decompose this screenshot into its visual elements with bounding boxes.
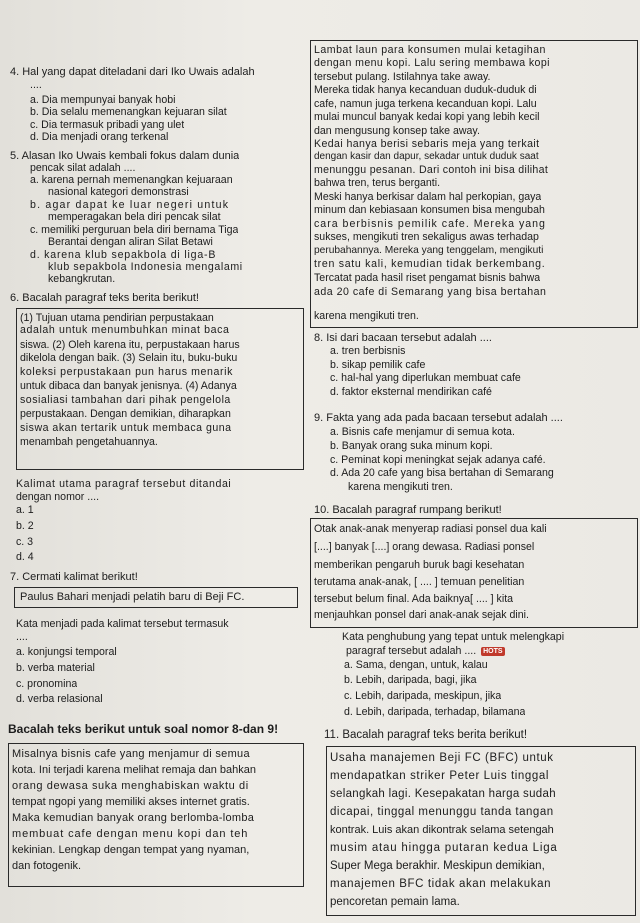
passage-cont-line-13: minum dan kebiasaan konsumen bisa mengubah [314,204,545,216]
q10-after-text: paragraf tersebut adalah .... [346,645,477,657]
section-heading-8-9: Bacalah teks berikut untuk soal nomor 8-dan 9! [8,722,279,736]
q5-line-2: pencak silat adalah .... [30,162,136,174]
q8-option-a: a. tren berbisnis [330,345,406,357]
passage-line-1: Misalnya bisnis cafe yang menjamur di semua [12,748,250,760]
passage-cont-line-20: karena mengikuti tren. [314,310,419,322]
q6-box-line-9: siswa akan tertarik untuk membaca guna [20,422,232,434]
q10-box-line-1: Otak anak-anak menyerap radiasi ponsel dua kali [314,523,547,535]
passage-cont-line-18: Tercatat pada hasil riset pengamat bisnis bahwa [314,272,541,284]
passage-line-3: orang dewasa suka menghabiskan waktu di [12,780,249,792]
passage-line-7: kekinian. Lengkap dengan tempat yang nyaman, [12,844,250,856]
q6-box-line-2: adalah untuk menumbuhkan minat baca [20,324,230,336]
q10-box-line-4: terutama anak-anak, [ .... ] temuan penelitian [314,576,525,588]
passage-cont-line-5: cafe, namun juga terkena kecanduan kopi. Lalu [314,98,537,110]
q6-after-line-2: dengan nomor .... [16,491,100,503]
q10-option-c: c. Lebih, daripada, meskipun, jika [344,690,502,702]
q11-box-line-8: manajemen BFC tidak akan melakukan [330,878,552,890]
q6-box-line-10: menambah pengetahuannya. [20,436,158,448]
q10-box-line-6: menjauhkan ponsel dari anak-anak sejak dini. [314,609,529,621]
q4-option-b: b. Dia selalu memenangkan kejuaran silat [30,106,227,118]
q9-option-b: b. Banyak orang suka minum kopi. [330,440,493,452]
q10-question: 10. Bacalah paragraf rumpang berikut! [314,504,502,516]
passage-line-2: kota. Ini terjadi karena melihat remaja dan bahkan [12,764,256,776]
passage-cont-line-11: bahwa tren, terus berganti. [314,177,441,189]
q6-box-line-3: siswa. (2) Oleh karena itu, perpustakaan harus [20,339,240,351]
q10-after-line-2 [346,645,505,657]
q8-option-b: b. sikap pemilik cafe [330,359,426,371]
passage-cont-line-1: Lambat laun para konsumen mulai ketagihan [314,44,546,56]
q9-option-a: a. Bisnis cafe menjamur di semua kota. [330,426,515,438]
passage-cont-line-19: ada 20 cafe di Semarang yang bisa bertahan [314,286,547,298]
q11-box-line-1: Usaha manajemen Beji FC (BFC) untuk [330,752,554,764]
passage-cont-line-9: dengan kasir dan dapur, sekadar untuk duduk saat [314,151,539,162]
q11-box-line-6: musim atau hingga putaran kedua Liga [330,842,558,854]
q10-box-line-2: [....] banyak [....] orang dewasa. Radiasi ponsel [314,541,535,553]
q10-option-b: b. Lebih, daripada, bagi, jika [344,674,477,686]
q6-box-line-5: koleksi perpustakaan pun harus menarik [20,366,234,378]
passage-cont-line-7: dan mengusung konsep take away. [314,125,480,137]
q10-option-d: d. Lebih, daripada, terhadap, bilamana [344,706,526,718]
passage-cont-line-12: Meski hanya berkisar dalam hal perkopian, gaya [314,191,542,203]
q8-option-c: c. hal-hal yang diperlukan membuat cafe [330,372,521,384]
passage-cont-line-16: perubahannya. Mereka yang tenggelam, mengikuti [314,245,544,256]
q4-option-d: d. Dia menjadi orang terkenal [30,131,169,143]
q8-question: 8. Isi dari bacaan tersebut adalah .... [314,332,492,344]
q7-option-b: b. verba material [16,662,95,674]
q10-box-line-5: tersebut belum final. Ada baiknya[ .... ] kita [314,593,514,605]
q5-option-b-cont: memperagakan bela diri pencak silat [48,211,221,223]
q7-sentence: Paulus Bahari menjadi pelatih baru di Beji FC. [20,591,245,603]
q9-option-d-cont: karena mengikuti tren. [348,481,453,493]
q11-box-line-5: kontrak. Luis akan dikontrak selama setengah [330,824,554,836]
passage-line-5: Maka kemudian banyak orang berlomba-lomba [12,812,255,824]
q5-option-d-cont: klub sepakbola Indonesia mengalami [48,261,243,273]
hots-badge: HOTS [483,647,503,655]
passage-cont-line-3: tersebut pulang. Istilahnya take away. [314,71,491,83]
q5-option-a: a. karena pernah memenangkan kejuaraan [30,174,233,186]
q8-option-d: d. faktor eksternal mendirikan café [330,386,492,398]
q5-option-a-cont: nasional kategori demonstrasi [48,186,189,198]
q11-box-line-4: dicapai, tinggal menunggu tanda tangan [330,806,554,818]
q4-option-c: c. Dia termasuk pribadi yang ulet [30,119,185,131]
q6-box-line-1: (1) Tujuan utama pendirian perpustakaan [20,312,214,324]
q6-box-line-6: untuk dibaca dan banyak jenisnya. (4) Adanya [20,380,237,392]
q11-box-line-3: selangkah lagi. Kesepakatan harga sudah [330,788,556,800]
passage-cont-line-14: cara berbisnis pemilik cafe. Mereka yang [314,218,546,230]
q6-question: 6. Bacalah paragraf teks berita berikut! [10,292,199,304]
q5-option-c-cont: Berantai dengan aliran Silat Betawi [48,236,213,248]
q9-option-d: d. Ada 20 cafe yang bisa bertahan di Semarang [330,467,554,479]
passage-cont-line-17: tren satu kali, kemudian tidak berkembang. [314,258,546,270]
q10-option-a: a. Sama, dengan, untuk, kalau [344,659,488,671]
q7-option-a: a. konjungsi temporal [16,646,117,658]
passage-cont-line-2: dengan menu kopi. Lalu sering membawa kopi [314,57,550,69]
q11-box-line-7: Super Mega berakhir. Meskipun demikian, [330,860,545,872]
q5-option-c: c. memiliki perguruan bela diri bernama Tiga [30,224,239,236]
q6-box-line-8: perpustakaan. Dengan demikian, diharapkan [20,408,231,420]
q11-box-line-2: mendapatkan striker Peter Luis tinggal [330,770,550,782]
q4-question: 4. Hal yang dapat diteladani dari Iko Uwais adalah [10,66,255,78]
q10-after-line-1: Kata penghubung yang tepat untuk melengkapi [342,631,565,643]
q6-box-line-4: dikelola dengan baik. (3) Selain itu, buku-buku [20,352,238,364]
q7-option-d: d. verba relasional [16,693,103,705]
q7-after-line-1: Kata menjadi pada kalimat tersebut termasuk [16,618,229,630]
q9-question: 9. Fakta yang ada pada bacaan tersebut adalah .... [314,412,563,424]
q6-after-line-1: Kalimat utama paragraf tersebut ditandai [16,478,232,490]
q6-option-a: a. 1 [16,504,34,516]
q6-option-c: c. 3 [16,536,34,548]
passage-cont-line-4: Mereka tidak hanya kecanduan duduk-duduk di [314,84,537,96]
q11-question: 11. Bacalah paragraf teks berita berikut! [324,729,528,741]
passage-cont-line-10: menunggu pesanan. Dari contoh ini bisa dilihat [314,164,549,176]
q5-option-d: d. karena klub sepakbola di liga-B [30,249,217,261]
passage-line-8: dan fotogenik. [12,860,82,872]
passage-line-4: tempat ngopi yang memiliki akses internet gratis. [12,796,250,808]
q5-option-b: b. agar dapat ke luar negeri untuk [30,199,230,211]
q11-box-line-9: pencoretan pemain lama. [330,896,460,908]
q6-box-line-7: sosialiasi tambahan dari pihak pengelola [20,394,231,406]
q5-option-d-cont2: kebangkrutan. [48,273,116,285]
q5-line-1: 5. Alasan Iko Uwais kembali fokus dalam dunia [10,150,240,162]
passage-line-6: membuat cafe dengan menu kopi dan teh [12,828,249,840]
passage-cont-line-6: mulai muncul banyak kedai kopi yang lebih kecil [314,111,540,123]
q9-option-c: c. Peminat kopi meningkat sejak adanya café. [330,454,546,466]
q7-option-c: c. pronomina [16,678,78,690]
q7-question: 7. Cermati kalimat berikut! [10,571,138,583]
passage-cont-line-15: sukses, mengikuti tren sekaligus awas terhadap [314,231,539,243]
passage-cont-line-8: Kedai hanya berisi sebaris meja yang terkait [314,138,540,150]
q10-box-line-3: memberikan pengaruh buruk bagi kesehatan [314,559,525,571]
q6-option-b: b. 2 [16,520,34,532]
q4-option-a: a. Dia mempunyai banyak hobi [30,94,176,106]
q6-option-d: d. 4 [16,551,34,563]
q4-ellipsis: .... [30,79,42,91]
q7-after-line-2: .... [16,631,28,643]
